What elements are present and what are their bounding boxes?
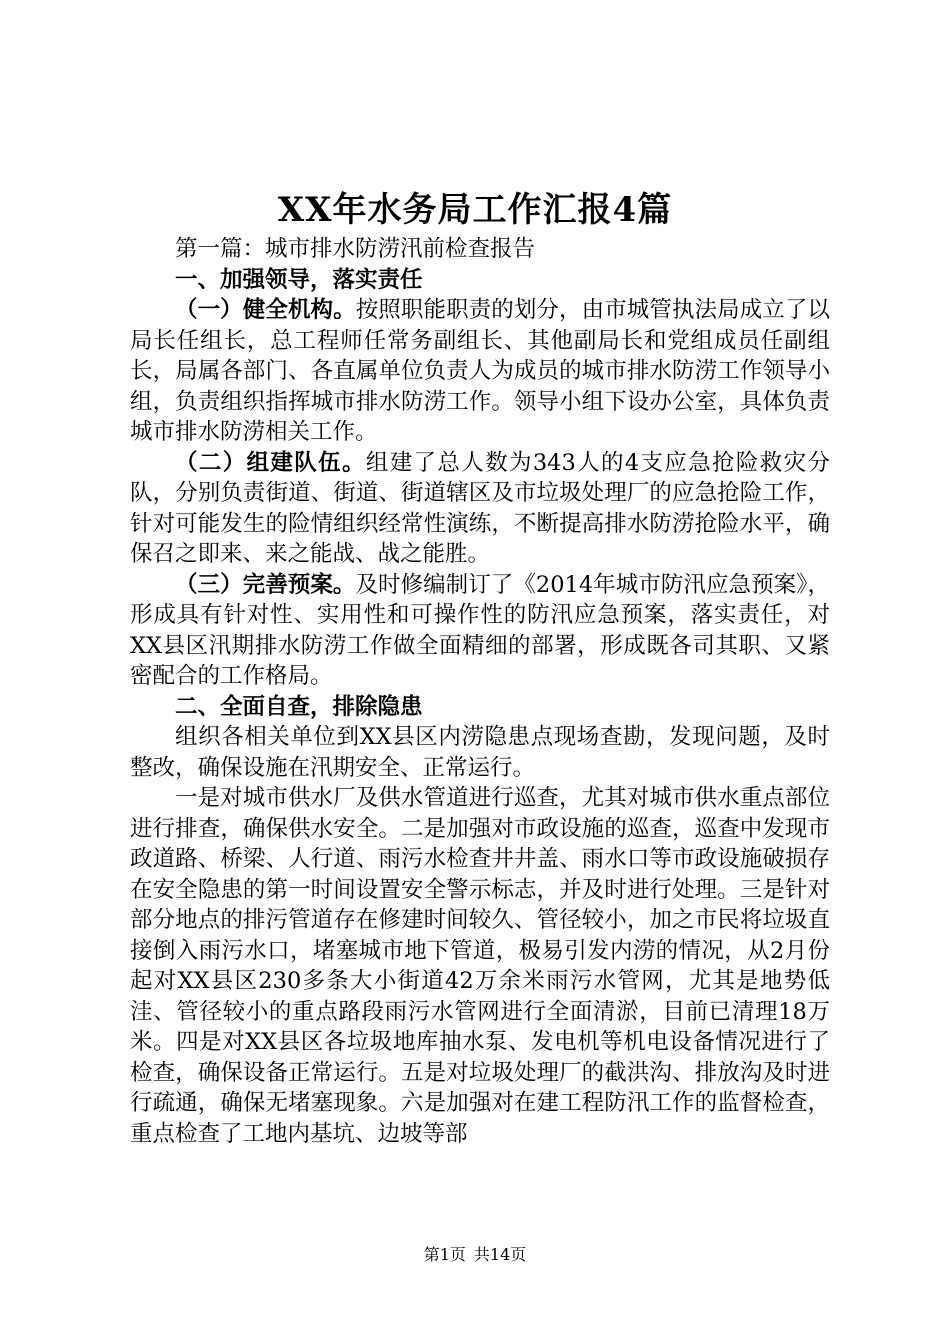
item-1-text: 按照职能职责的划分，由市城管执法局成立了以局长任组长，总工程师任常务副组长、其他副局长和党组成员任副组长，局属各部门、各直属单位负责人为成员的城市排水防涝工作领导小组，负责组织指挥城市排水防涝工作。领导小组下设办公室，具体负责城市排水防涝相关工作。 [130,297,830,445]
paragraph-item-1 [130,295,830,448]
section-heading-1: 一、加强领导，落实责任 [175,266,423,293]
page-number: 第1页 [423,1245,466,1264]
item-3-text: 及时修编制订了《2014年城市防汛应急预案》，形成具有针对性、实用性和可操作性的防汛应急预案，落实责任，对XX县区汛期排水防涝工作做全面精细的部署，形成既各司其职、又紧密配合的工作格局。 [130,571,830,689]
subtitle: 第一篇：城市排水防涝汛前检查报告 [175,236,536,262]
paragraph-item-2 [130,448,830,570]
item-1-lead: （一）健全机构。 [175,297,356,323]
page-footer [0,1244,950,1266]
item-3-lead: （三）完善预案。 [175,571,356,598]
paragraph-2: 一是对城市供水厂及供水管道进行巡查，尤其对城市供水重点部位进行排查，确保供水安全。二是加强对市政设施的巡查，巡查中发现市政道路、桥梁、人行道、雨污水检查井井盖、雨水口等市政设施破损存在安全隐患的第一时间设置安全警示标志，并及时进行处理。三是针对部分地点的排污管道存在修建时间较久、管径较小，加之市民将垃圾直接倒入雨污水口，堵塞城市地下管道，极易引发内涝的情况，从2月份起对XX县区230多条大小街道42万余米雨污水管网，尤其是地势低洼、管径较小的重点路段雨污水管网进行全面清淤，目前已清理18万米。四是对XX县区各垃圾地库抽水泵、发电机等机电设备情况进行了检查，确保设备正常运行。五是对垃圾处理厂的截洪沟、排放沟及时进行疏通，确保无堵塞现象。六是加强对在建工程防汛工作的监督检查，重点检查了工地内基坑、边坡等部 [130,785,830,1147]
section-heading-2: 二、全面自查，排除隐患 [175,693,423,720]
document-body [130,234,830,1149]
paragraph-item-3 [130,570,830,692]
document-title: XX年水务局工作汇报4篇 [277,190,673,230]
item-2-lead: （二）组建队伍。 [175,449,366,476]
item-2-text: 组建了总人数为343人的4支应急抢险救灾分队，分别负责街道、街道、街道辖区及市垃圾处理厂的应急抢险工作，针对可能发生的险情组织经常性演练，不断提高排水防涝抢险水平，确保召之即来、来之能战、战之能胜。 [130,449,830,567]
paragraph-1: 组织各相关单位到XX县区内涝隐患点现场查勘，发现问题，及时整改，确保设施在汛期安全、正常运行。 [130,724,830,781]
page-total: 共14页 [473,1245,527,1264]
